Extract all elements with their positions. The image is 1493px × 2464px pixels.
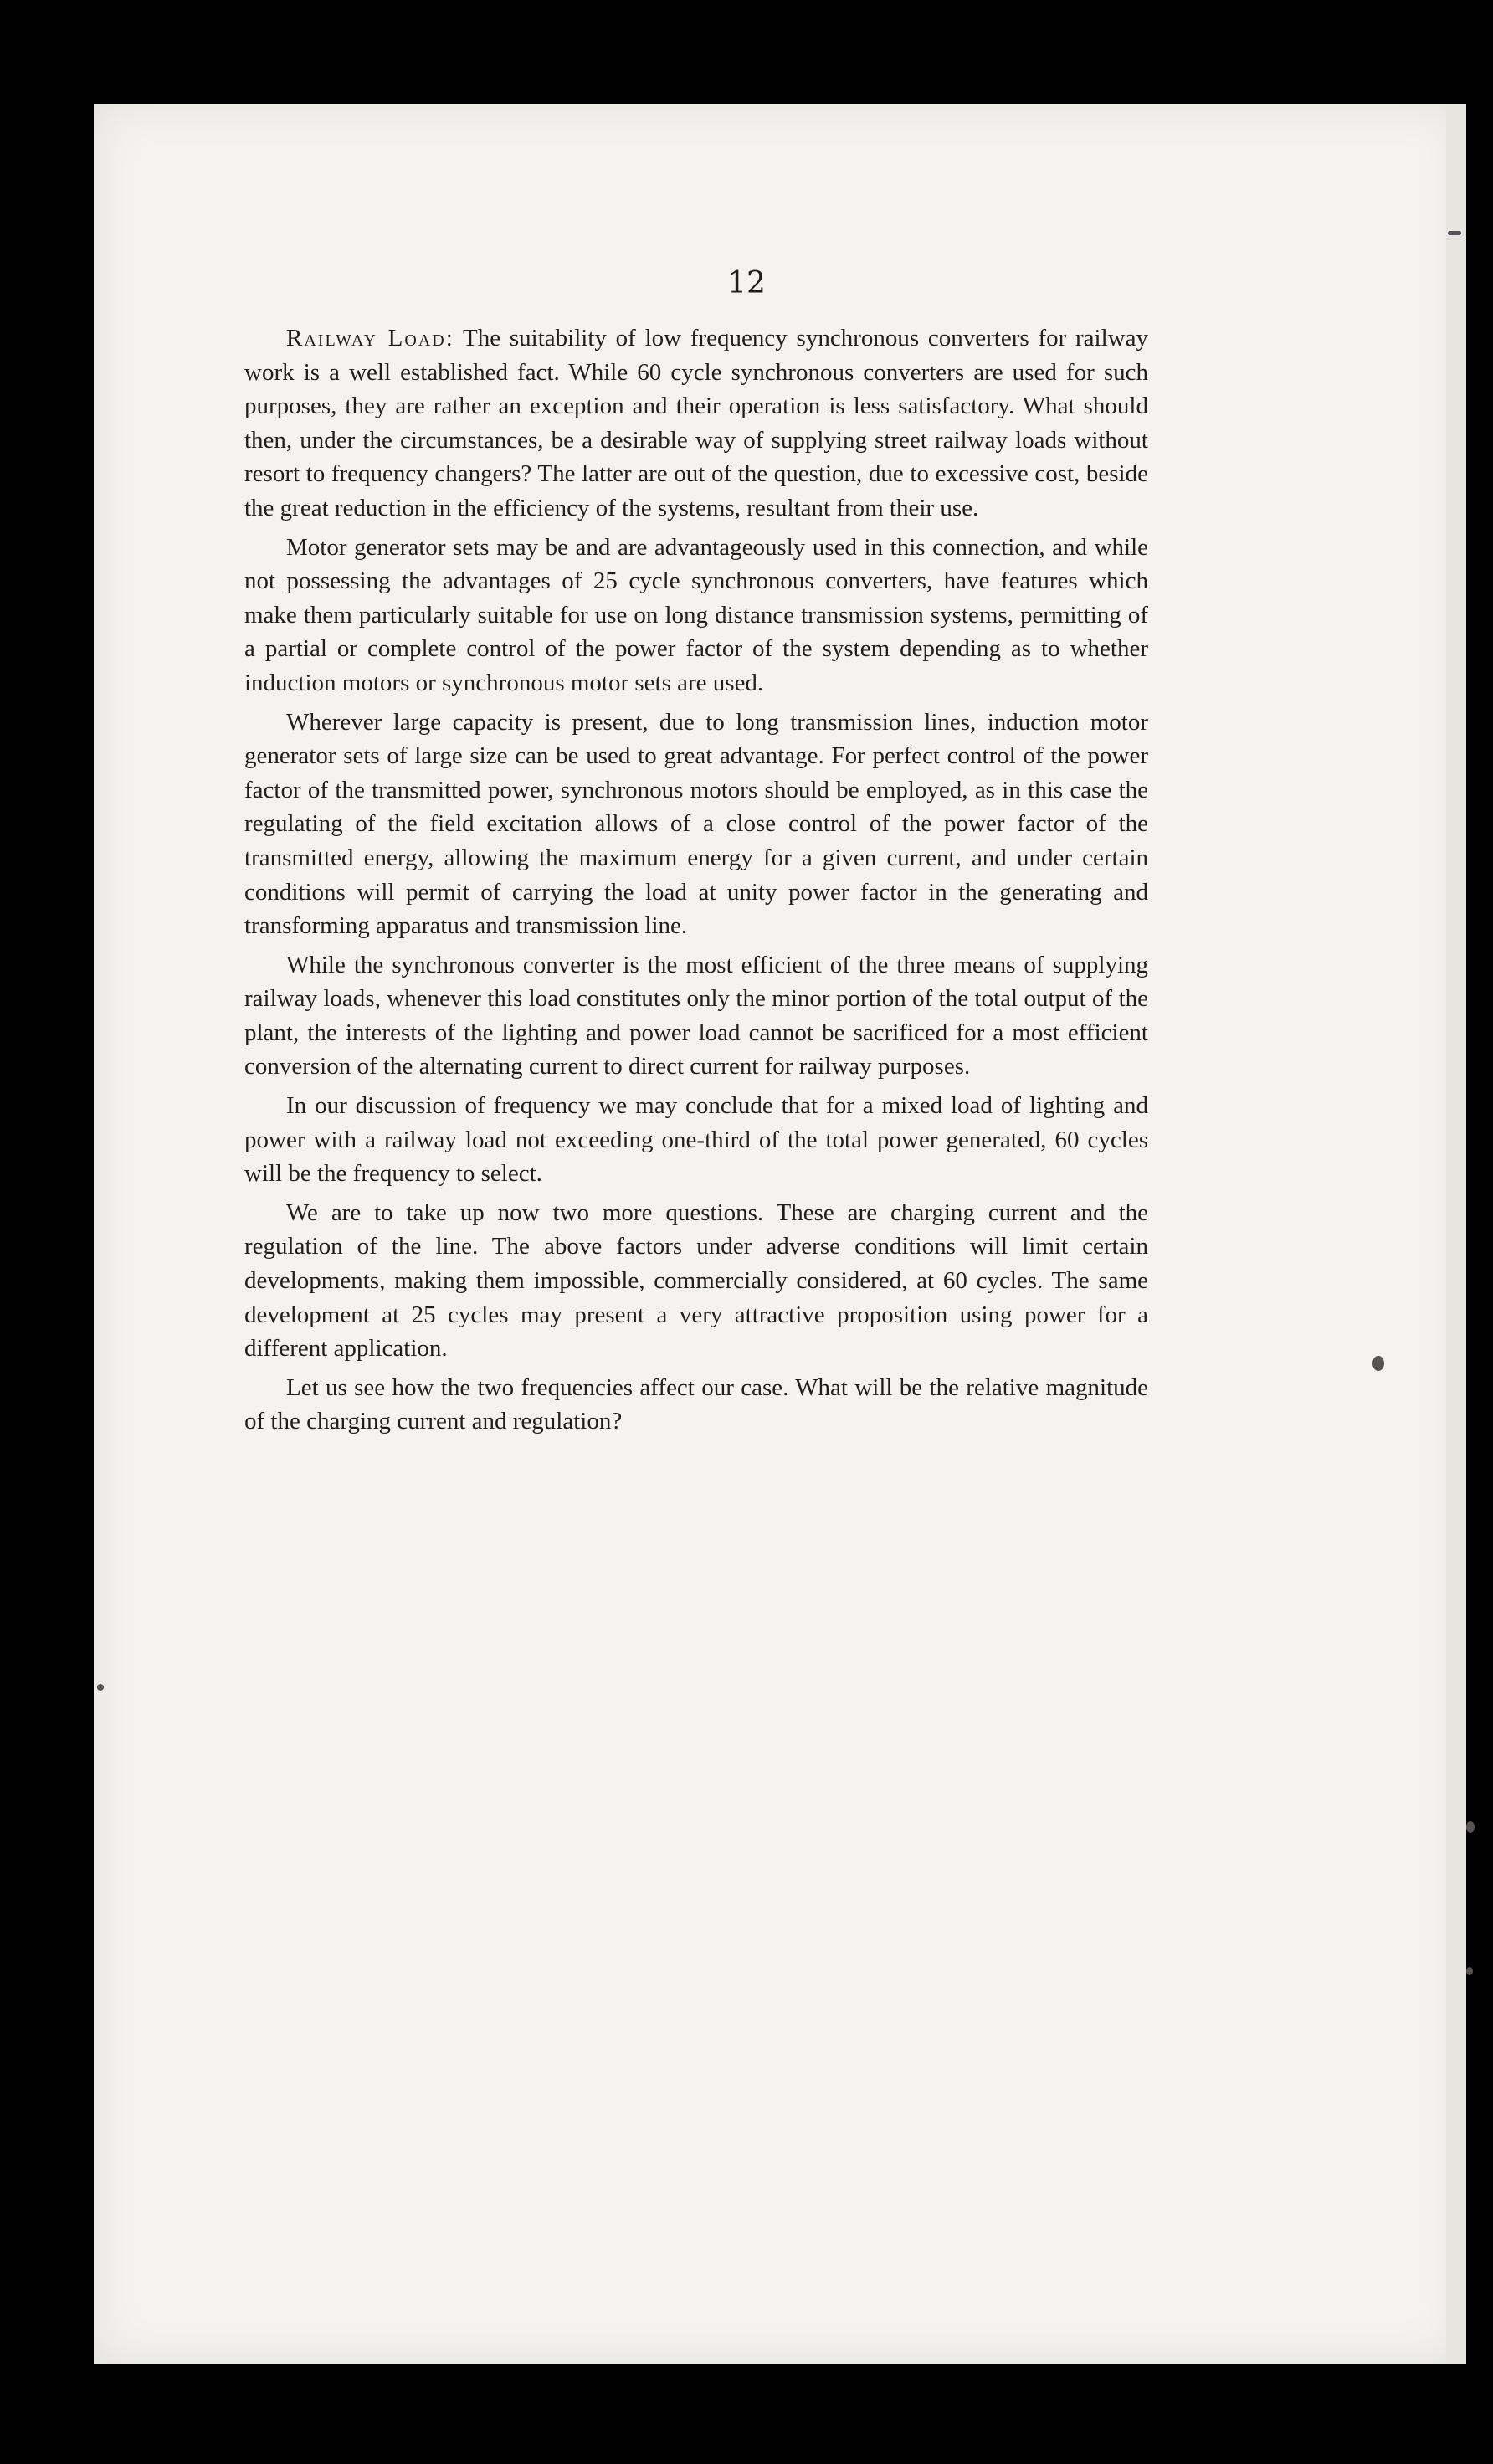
paragraph-induction-motor: Wherever large capacity is present, due to long transmission lines, induction motor generator sets of large size can be used to great advantage. For perfect control of the power factor of the transmitted power, synchronous motors should be employed, as in this case the regulating of the field excitation allows of a close control of the power factor of the transmitted energy, allowing the maximum energy for a given current, and under certain conditions will permit of carrying the load at unity power factor in the generating and transforming apparatus and transmission line. xyxy=(244,708,1148,940)
paragraph-text: The suitability of low frequency synchronous converters for railway work is a well established fact. While 60 cycle synchronous converters are used for such purposes, they are rather an exception and their operation is less satisfactory. What should then, under the circumstances, be a desirable way of supplying street railway loads without resort to frequency changers? The latter are out of the question, due to excessive cost, beside the great reduction in the efficiency of the systems, resultant from their use. xyxy=(244,325,1148,521)
scan-speck xyxy=(97,1684,104,1691)
body-text xyxy=(244,321,1148,1444)
page-number: 12 xyxy=(727,266,766,300)
paragraph-motor-generator: Motor generator sets may be and are advantageously used in this connection, and while not possessing the advantages of 25 cycle synchronous converters, have features which make them particularly suitable for use on long distance transmission systems, permitting of a partial or complete control of the power factor of the system depending as to whether induction motors or synchronous motor sets are used. xyxy=(244,533,1148,696)
paragraph-synchronous-converter: While the synchronous converter is the most efficient of the three means of supplying railway loads, whenever this load constitutes only the minor portion of the total output of the plant, the interests of the lighting and power load cannot be sacrificed for a most efficient conversion of the alternating current to direct current for railway purposes. xyxy=(244,951,1148,1081)
scan-speck xyxy=(1466,1967,1473,1975)
section-lead: Railway Load: xyxy=(286,325,454,352)
paragraph-charging-current: We are to take up now two more questions. These are charging current and the regulation of the line. The above factors under adverse conditions will limit certain developments, making them impossible, commercially considered, at 60 cycles. The same development at 25 cycles may present a very attractive proposition using power for a different application. xyxy=(244,1199,1148,1363)
scan-speck xyxy=(1372,1356,1384,1371)
scan-speck xyxy=(1448,231,1461,235)
paragraph-railway-load xyxy=(244,321,1148,526)
scan-speck xyxy=(1466,1821,1475,1833)
paragraph-closing-question: Let us see how the two frequencies affect our case. What will be the relative magnitude of the charging current and regulation? xyxy=(244,1373,1148,1435)
page-edge xyxy=(1446,104,1466,2364)
paragraph-frequency-conclusion: In our discussion of frequency we may conclude that for a mixed load of lighting and power with a railway load not exceeding one-third of the total power generated, 60 cycles will be the frequency to select. xyxy=(244,1092,1148,1188)
